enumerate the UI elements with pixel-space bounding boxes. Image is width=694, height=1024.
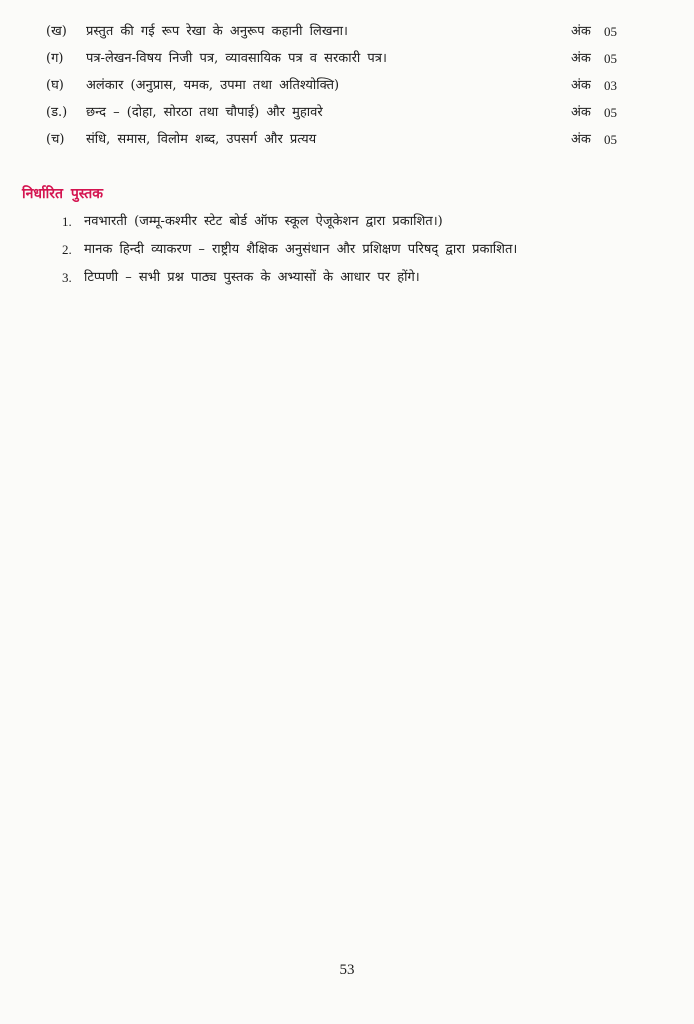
marks-word: अंक <box>571 105 591 120</box>
item-description: प्रस्तुत की गई रूप रेखा के अनुरूप कहानी लिखना। <box>86 24 348 39</box>
marks-value: 05 <box>604 24 617 39</box>
marks-word: अंक <box>571 51 591 66</box>
marks-value: 05 <box>604 105 617 120</box>
page-number: 53 <box>339 962 355 978</box>
marks-list-item <box>0 101 694 125</box>
marks-list-item <box>0 74 694 98</box>
marks-word: अंक <box>571 24 591 39</box>
item-label: (ड.) <box>46 105 68 120</box>
item-description: संधि, समास, विलोम शब्द, उपसर्ग और प्रत्यय <box>86 132 317 147</box>
book-list-item <box>0 237 694 263</box>
item-label: (ख) <box>46 24 67 39</box>
book-list-item <box>0 265 694 291</box>
marks-list-item <box>0 47 694 71</box>
item-label: (च) <box>46 132 65 147</box>
book-item-text: मानक हिन्दी व्याकरण – राष्ट्रीय शैक्षिक अनुसंधान और प्रशिक्षण परिषद् द्वारा प्रकाशित। <box>84 242 518 257</box>
book-item-number: 3. <box>62 270 72 285</box>
marks-word: अंक <box>571 132 591 147</box>
book-item-text: नवभारती (जम्मू-कश्मीर स्टेट बोर्ड ऑफ स्कूल ऐजूकेशन द्वारा प्रकाशित।) <box>84 214 443 229</box>
marks-list-item <box>0 20 694 44</box>
marks-word: अंक <box>571 78 591 93</box>
item-label: (ग) <box>46 51 64 66</box>
book-list-item <box>0 209 694 235</box>
book-item-text: टिप्पणी – सभी प्रश्न पाठ्य पुस्तक के अभ्यासों के आधार पर होंगे। <box>84 270 420 285</box>
item-description: पत्र-लेखन-विषय निजी पत्र, व्यावसायिक पत्र व सरकारी पत्र। <box>86 51 387 66</box>
item-description: छन्द – (दोहा, सोरठा तथा चौपाई) और मुहावरे <box>86 105 323 120</box>
marks-value: 03 <box>604 78 617 93</box>
book-item-number: 1. <box>62 214 72 229</box>
marks-list-item <box>0 128 694 152</box>
prescribed-books-heading: निर्धारित पुस्तक <box>22 186 103 202</box>
book-item-number: 2. <box>62 242 72 257</box>
item-description: अलंकार (अनुप्रास, यमक, उपमा तथा अतिश्योक्ति) <box>86 78 340 93</box>
item-label: (घ) <box>46 78 64 93</box>
marks-value: 05 <box>604 132 617 147</box>
marks-value: 05 <box>604 51 617 66</box>
